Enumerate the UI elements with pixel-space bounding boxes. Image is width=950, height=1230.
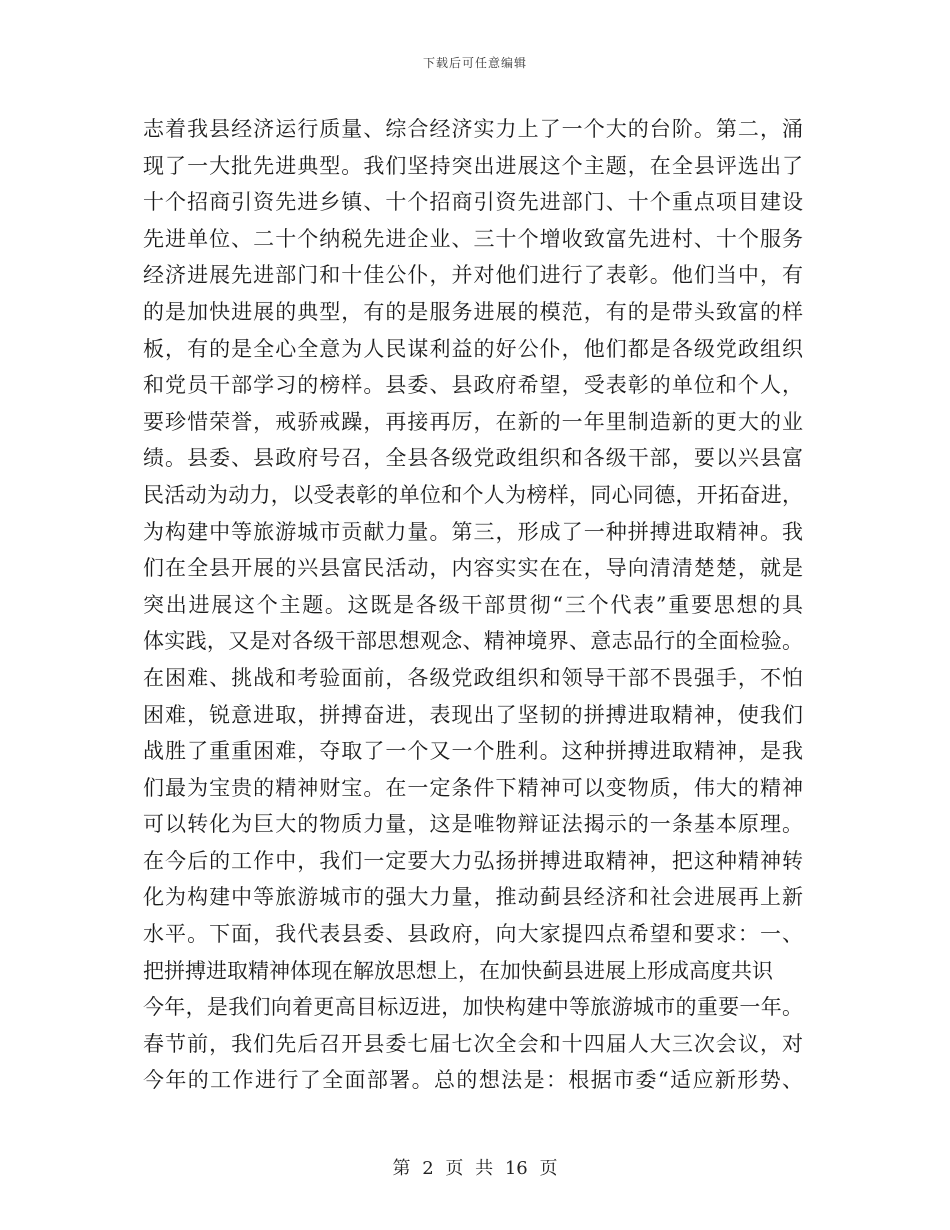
body-line: 春节前，我们先后召开县委七届七次全会和十四届人大三次会议，对 <box>143 1031 803 1056</box>
document-body <box>143 111 803 1099</box>
body-line: 可以转化为巨大的物质力量，这是唯物辩证法揭示的一条基本原理。 <box>143 812 803 837</box>
body-line: 和党员干部学习的榜样。县委、县政府希望，受表彰的单位和个人， <box>143 373 803 398</box>
body-line: 民活动为动力，以受表彰的单位和个人为榜样，同心同德，开拓奋进， <box>143 482 803 507</box>
body-line: 板，有的是全心全意为人民谋利益的好公仆，他们都是各级党政组织 <box>143 336 803 361</box>
body-line: 体实践，又是对各级干部思想观念、精神境界、意志品行的全面检验。 <box>143 629 803 654</box>
body-line: 化为构建中等旅游城市的强大力量，推动蓟县经济和社会进展再上新 <box>143 885 803 910</box>
body-line: 十个招商引资先进乡镇、十个招商引资先进部门、十个重点项目建设 <box>143 190 803 215</box>
body-line: 在今后的工作中，我们一定要大力弘扬拼搏进取精神，把这种精神转 <box>143 848 803 873</box>
body-line: 们最为宝贵的精神财宝。在一定条件下精神可以变物质，伟大的精神 <box>143 775 803 800</box>
body-line: 水平。下面，我代表县委、县政府，向大家提四点希望和要求：一、 <box>143 922 803 947</box>
body-line: 在困难、挑战和考验面前，各级党政组织和领导干部不畏强手，不怕 <box>143 665 803 690</box>
body-line: 困难，锐意进取，拼搏奋进，表现出了坚韧的拼搏进取精神，使我们 <box>143 702 803 727</box>
body-line: 志着我县经济运行质量、综合经济实力上了一个大的台阶。第二，涌 <box>143 117 803 141</box>
body-line: 的是加快进展的典型，有的是服务进展的模范，有的是带头致富的样 <box>143 299 803 324</box>
body-line: 绩。县委、县政府号召，全县各级党政组织和各级干部，要以兴县富 <box>143 446 803 471</box>
body-line: 现了一大批先进典型。我们坚持突出进展这个主题，在全县评选出了 <box>143 153 803 178</box>
body-line: 为构建中等旅游城市贡献力量。第三，形成了一种拼搏进取精神。我 <box>143 519 803 544</box>
body-line: 们在全县开展的兴县富民活动，内容实实在在，导向清清楚楚，就是 <box>143 556 803 581</box>
body-line: 今年的工作进行了全面部署。总的想法是：根据市委“适应新形势、 <box>143 1068 803 1093</box>
page-footer: 第 2 页 共 16 页 <box>392 1158 558 1179</box>
body-line: 先进单位、二十个纳税先进企业、三十个增收致富先进村、十个服务 <box>143 226 803 251</box>
body-line: 战胜了重重困难，夺取了一个又一个胜利。这种拼搏进取精神，是我 <box>143 739 803 764</box>
body-line: 要珍惜荣誉，戒骄戒躁，再接再厉，在新的一年里制造新的更大的业 <box>143 409 803 434</box>
body-line: 今年，是我们向着更高目标迈进，加快构建中等旅游城市的重要一年。 <box>143 995 803 1020</box>
body-line: 把拼搏进取精神体现在解放思想上，在加快蓟县进展上形成高度共识 <box>143 958 773 983</box>
body-line: 经济进展先进部门和十佳公仆，并对他们进行了表彰。他们当中，有 <box>143 263 803 288</box>
page-header: 下载后可任意编辑 <box>422 56 527 70</box>
body-line: 突出进展这个主题。这既是各级干部贯彻“三个代表”重要思想的具 <box>143 592 803 617</box>
